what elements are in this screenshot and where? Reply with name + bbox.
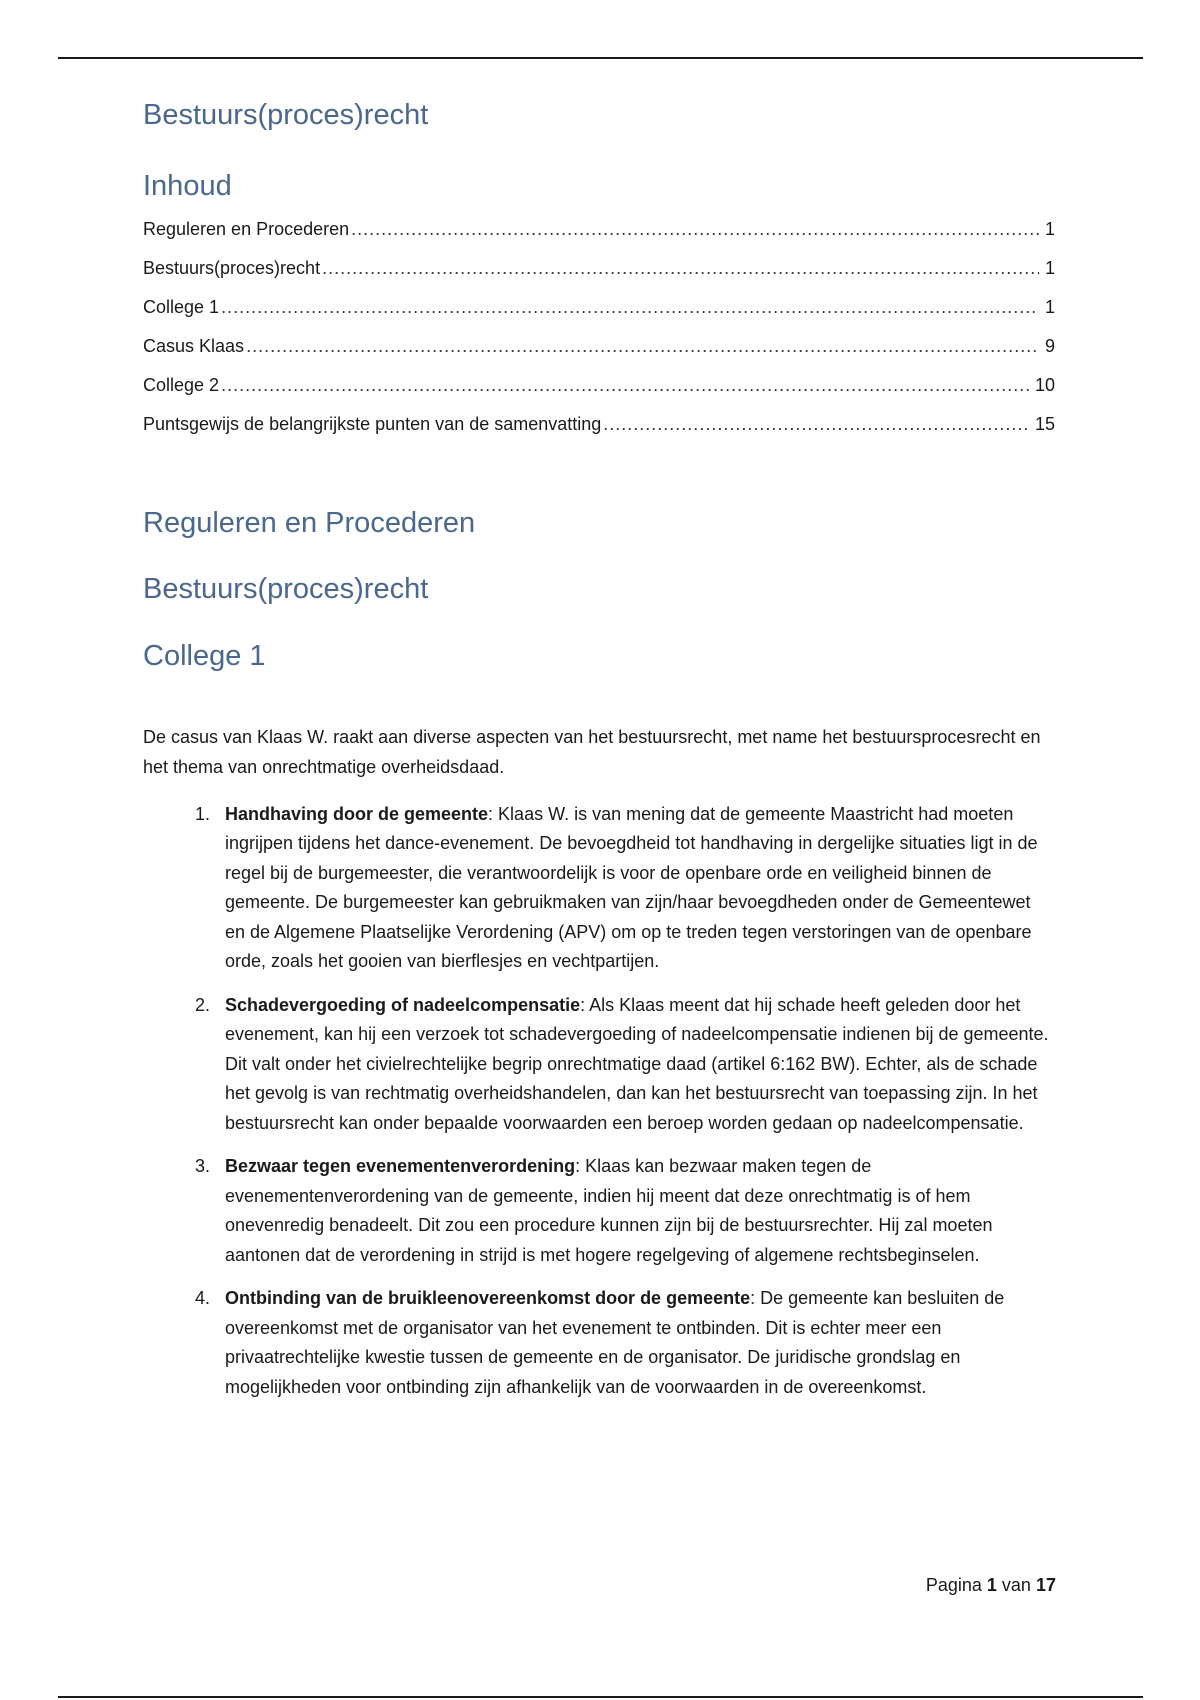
list-item-text: : De gemeente kan besluiten de overeenkomst met de organisator van het evenement te ontbinden. Dit is echter meer een privaatrechtelijke kwestie tussen de gemeente en de organisator. De juridische grondslag en mogelijkheden voor ontbinding zijn afhankelijk van de voorwaarden in de overeenkomst.: [225, 1288, 1005, 1397]
toc-leader-dots: [246, 327, 1039, 366]
intro-paragraph: De casus van Klaas W. raakt aan diverse aspecten van het bestuursrecht, met name het bestuursprocesrecht en het thema van onrechtmatige overheidsdaad.: [143, 726, 1041, 777]
list-item: [215, 800, 1055, 977]
list-item-title: Schadevergoeding of nadeelcompensatie: [225, 994, 581, 1015]
toc-entry-page: 9: [1044, 335, 1055, 356]
section-heading-reguleren: Reguleren en Procederen: [143, 506, 476, 539]
toc-entry[interactable]: [143, 210, 1055, 249]
numbered-list: [143, 800, 1055, 1403]
list-item: [215, 1152, 1055, 1270]
list-item-text: : Klaas kan bezwaar maken tegen de evenementenverordening van de gemeente, indien hij meent dat deze onrechtmatig is of hem onevenredig benadeelt. Dit zou een procedure kunnen zijn bij de bestuursrechter. Hij zal moeten aantonen dat de verordening in strijd is met hogere regelgeving of algemene rechtsbeginselen.: [225, 1156, 993, 1265]
toc-entry[interactable]: [143, 405, 1055, 444]
toc-entry-label: Casus Klaas: [143, 335, 245, 356]
toc-leader-dots: [221, 366, 1029, 405]
toc-entry-page: 1: [1044, 296, 1055, 317]
section-heading-bestuurs: Bestuurs(proces)recht: [143, 573, 429, 606]
list-item: [215, 1284, 1055, 1402]
document-title: Bestuurs(proces)recht: [143, 99, 429, 131]
toc-entry-label: Bestuurs(proces)recht: [143, 257, 321, 278]
list-item-text: : Klaas W. is van mening dat de gemeente Maastricht had moeten ingrijpen tijdens het dance-evenement. De bevoegdheid tot handhaving in dergelijke situaties ligt in de regel bij de burgemeester, die verantwoordelijk is voor de openbare orde en veiligheid binnen de gemeente. De burgemeester kan gebruikmaken van zijn/haar bevoegdheden onder de Gemeentewet en de Algemene Plaatselijke Verordening (APV) om op te treden tegen verstoringen van de openbare orde, zoals het gooien van bierflesjes en vechtpartijen.: [225, 803, 1038, 972]
toc-entry-label: College 1: [143, 296, 220, 317]
footer-current-page: 1: [986, 1575, 997, 1595]
list-item-title: Ontbinding van de bruikleenovereenkomst door de gemeente: [225, 1288, 751, 1309]
toc-entry-page: 10: [1034, 374, 1055, 395]
toc-entry[interactable]: [143, 249, 1055, 288]
toc-leader-dots: [322, 249, 1039, 288]
table-of-contents: [143, 210, 1055, 444]
list-item-text: : Als Klaas meent dat hij schade heeft geleden door het evenement, kan hij een verzoek tot schadevergoeding of nadeelcompensatie indienen bij de gemeente. Dit valt onder het civielrechtelijke begrip onrechtmatige daad (artikel 6:162 BW). Echter, als de schade het gevolg is van rechtmatig overheidshandelen, dan kan het bestuursrecht van toepassing zijn. In het bestuursrecht kan onder bepaalde voorwaarden een beroep worden gedaan op nadeelcompensatie.: [225, 994, 1049, 1133]
page-content: [143, 90, 1055, 1416]
toc-entry-page: 1: [1044, 257, 1055, 278]
toc-entry[interactable]: [143, 288, 1055, 327]
list-item: [215, 991, 1055, 1139]
toc-entry-label: Reguleren en Procederen: [143, 218, 350, 239]
toc-leader-dots: [351, 210, 1039, 249]
header-rule: [58, 57, 1143, 59]
list-item-title: Bezwaar tegen evenementenverordening: [225, 1156, 576, 1177]
toc-leader-dots: [221, 288, 1039, 327]
footer-rule: [58, 1696, 1143, 1698]
toc-heading: Inhoud: [143, 169, 232, 202]
toc-entry[interactable]: [143, 366, 1055, 405]
toc-entry-page: 15: [1034, 413, 1055, 434]
toc-leader-dots: [603, 405, 1029, 444]
footer-middle: van: [1001, 1575, 1031, 1595]
section-heading-college: College 1: [143, 640, 266, 673]
toc-entry-label: Puntsgewijs de belangrijkste punten van de samenvatting: [143, 413, 602, 434]
footer-total-pages: 17: [1035, 1575, 1056, 1595]
toc-entry-label: College 2: [143, 374, 220, 395]
list-item-title: Handhaving door de gemeente: [225, 803, 489, 824]
toc-entry[interactable]: [143, 327, 1055, 366]
footer-prefix: Pagina: [925, 1575, 982, 1595]
toc-entry-page: 1: [1044, 218, 1055, 239]
page-footer: [800, 1575, 1056, 1596]
